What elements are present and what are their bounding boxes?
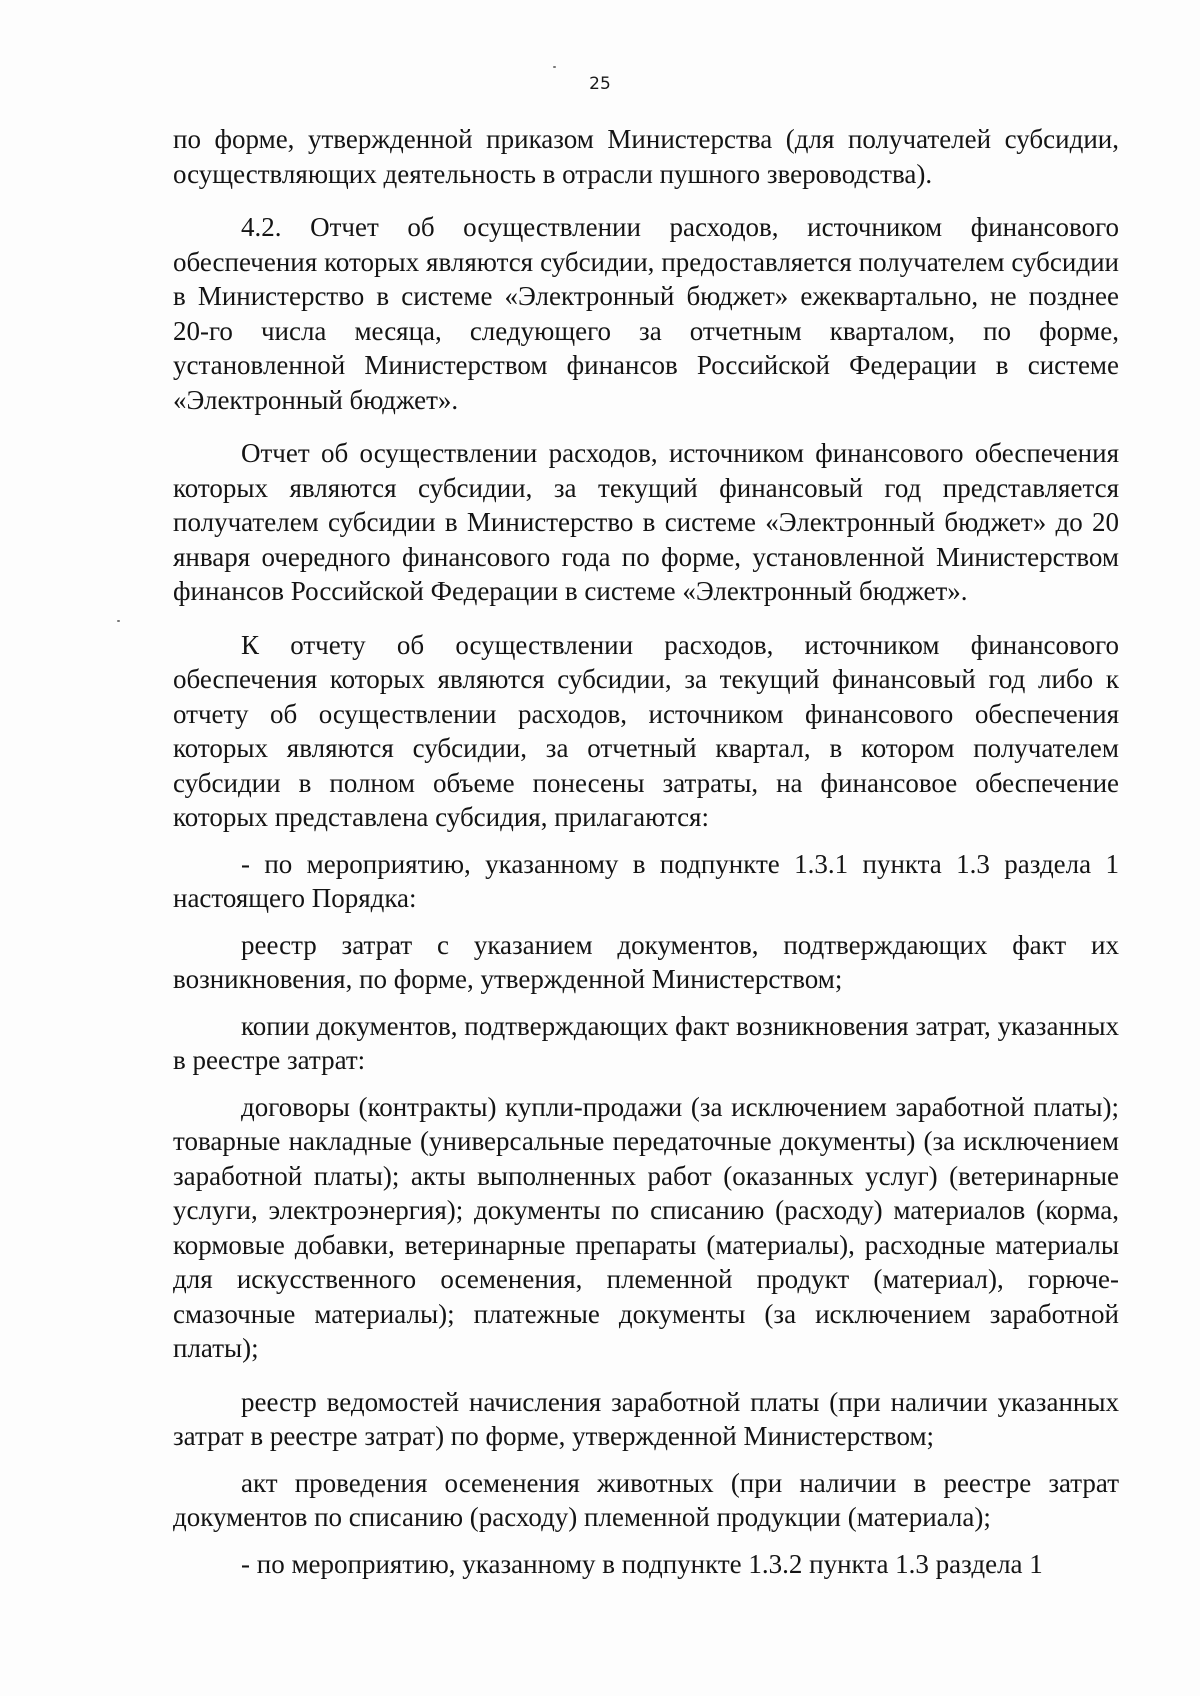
scan-speck <box>117 620 120 622</box>
list-item: - по мероприятию, указанному в подпункте 1.3.2 пункта 1.3 раздела 1 <box>241 1548 1043 1579</box>
list-item: - по мероприятию, указанному в подпункте 1.3.1 пункта 1.3 раздела 1 настоящего Порядка: <box>173 848 1119 913</box>
paragraph: по форме, утвержденной приказом Министерства (для получателей субсидии, осуществляющих деятельность в отрасли пушного звероводства). <box>173 124 1119 189</box>
paragraph: договоры (контракты) купли-продажи (за исключением заработной платы); товарные накладные (универсальные передаточные документы) (за исключением заработной платы); акты выполненных работ (оказанных услуг) (ветеринарные услуги, электроэнергия); документы по списанию (расходу) материалов (корма, кормовые добавки, ветеринарные препараты (материалы), расходные материалы для искусственного осеменения, племенной продукт (материал), горюче-смазочные материалы); платежные документы (за исключением заработной платы); <box>173 1091 1119 1363</box>
paragraph: акт проведения осеменения животных (при наличии в реестре затрат документов по списанию (расходу) племенной продукции (материала); <box>173 1467 1119 1532</box>
paragraph: копии документов, подтверждающих факт возникновения затрат, указанных в реестре затрат: <box>173 1010 1119 1075</box>
paragraph: 4.2. Отчет об осуществлении расходов, источником финансового обеспечения которых являются субсидии, предоставляется получателем субсидии в Министерство в системе «Электронный бюджет» ежеквартально, не позднее 20-го числа месяца, следующего за отчетным кварталом, по форме, установленной Министерством финансов Российской Федерации в системе «Электронный бюджет». <box>173 212 1119 415</box>
scan-speck <box>553 66 556 68</box>
paragraph: реестр затрат с указанием документов, подтверждающих факт их возникновения, по форме, утвержденной Министерством; <box>173 929 1119 994</box>
paragraph: Отчет об осуществлении расходов, источником финансового обеспечения которых являются субсидии, за текущий финансовый год представляется получателем субсидии в Министерство в системе «Электронный бюджет» до 20 января очередного финансового года по форме, установленной Министерством финансов Российской Федерации в системе «Электронный бюджет». <box>173 438 1119 606</box>
paragraph: К отчету об осуществлении расходов, источником финансового обеспечения которых являются субсидии, за текущий финансовый год либо к отчету об осуществлении расходов, источником финансового обеспечения которых являются субсидии, за отчетный квартал, в котором получателем субсидии в полном объеме понесены затраты, на финансовое обеспечение которых представлена субсидия, прилагаются: <box>173 629 1119 832</box>
document-body <box>173 122 1119 1593</box>
page-number: 25 <box>589 74 611 94</box>
paragraph: реестр ведомостей начисления заработной платы (при наличии указанных затрат в реестре затрат) по форме, утвержденной Министерством; <box>173 1386 1119 1451</box>
